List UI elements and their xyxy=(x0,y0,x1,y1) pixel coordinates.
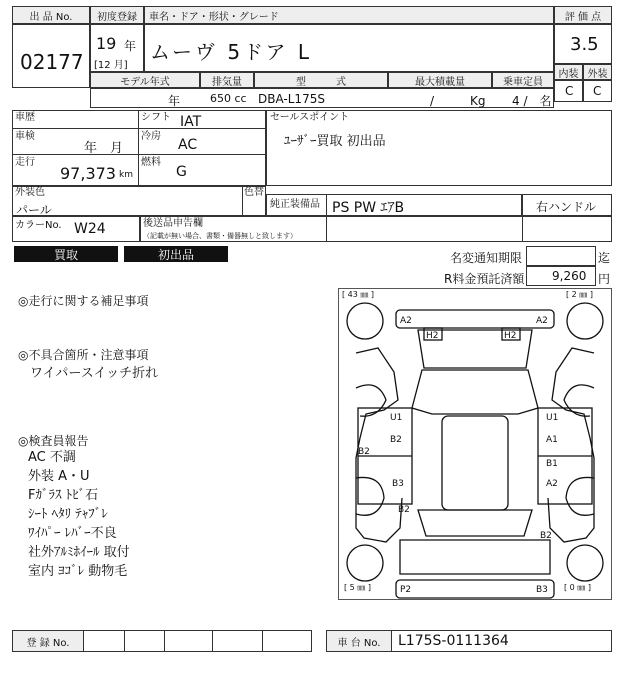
details-divider xyxy=(138,110,139,186)
lot-no: 02177 xyxy=(20,50,84,74)
inspector-line: ｼｰﾄ ﾍﾀﾘ ﾃｬﾌﾞﾚ xyxy=(28,507,108,522)
name-change-label: 名変通知期限 xyxy=(450,251,523,265)
supplement-title: ◎走行に関する補足事項 xyxy=(18,294,149,308)
inspection-value: 年 月 xyxy=(84,141,124,156)
model-type-header: 型 式 xyxy=(254,72,388,88)
reg-no-label: 登 録 No. xyxy=(12,630,84,652)
reg-cell-1 xyxy=(124,630,125,652)
rear-bumper-shape xyxy=(396,580,554,598)
ext-color: パール xyxy=(16,203,52,217)
tread-front-left: [ 43 ㎜ ] xyxy=(342,290,375,299)
reg-cell-3 xyxy=(212,630,213,652)
reg-year: 19 xyxy=(96,34,117,53)
inspector-line: ﾜｲﾊﾟｰ ﾚﾊﾞｰ不良 xyxy=(28,526,117,541)
reg-month: [12 月] xyxy=(94,60,128,71)
sales-point: ﾕｰｻﾞｰ買取 初出品 xyxy=(284,134,386,149)
damage-rear-bumper-left: P2 xyxy=(400,585,412,595)
max-load: / Kg xyxy=(430,94,486,108)
lot-no-header: 出 品 No. xyxy=(12,6,90,24)
displacement-header: 排気量 xyxy=(200,72,254,88)
right-side-panel xyxy=(548,348,594,542)
mileage-label: 走行 xyxy=(15,157,35,168)
roof-shape xyxy=(442,416,508,510)
damage-right-rear-door: B1 xyxy=(546,459,558,469)
rear-right-wheel xyxy=(567,545,603,581)
mileage: 97,373 xyxy=(60,164,116,183)
fuel-label: 燃料 xyxy=(141,157,161,168)
left-front-wheel-arch xyxy=(356,385,386,416)
ac: AC xyxy=(178,137,198,153)
damage-left-front-door-2: B2 xyxy=(390,435,402,445)
inspector-line: 外装 A・U xyxy=(28,469,90,484)
reg-year-unit: 年 xyxy=(124,39,137,53)
tread-rear-left: [ 5 ㎜ ] xyxy=(344,583,371,592)
capacity-header: 乗車定員 xyxy=(492,72,554,88)
model-type: DBA-L175S xyxy=(258,92,325,106)
damage-front-bumper-right: A2 xyxy=(536,316,548,326)
recycle-amount: 9,260 xyxy=(552,269,587,283)
score-header: 評 価 点 xyxy=(554,6,612,24)
defects-title: ◎不具合箇所・注意事項 xyxy=(18,348,149,362)
windshield-shape xyxy=(412,370,538,414)
ac-label: 冷房 xyxy=(141,131,161,142)
model-year-header: モデル年式 xyxy=(90,72,200,88)
recycle-label: R料金預託済額 xyxy=(444,272,525,286)
details-row-line-2 xyxy=(12,154,266,155)
reg-cell-2 xyxy=(164,630,165,652)
name-change-unit: 迄 xyxy=(598,251,611,265)
inspector-line: AC 不調 xyxy=(28,450,76,465)
damage-left-front-door: U1 xyxy=(390,413,403,423)
damage-right-front-door-2: A1 xyxy=(546,435,558,445)
car-name-header: 車名・ドア・形状・グレード xyxy=(144,6,554,24)
left-side-panel xyxy=(356,348,402,542)
damage-left-rear-door: B3 xyxy=(392,479,404,489)
displacement: 650 cc xyxy=(210,92,247,105)
recycle-unit: 円 xyxy=(598,272,611,286)
inspection-label: 車検 xyxy=(15,131,35,142)
exterior-header: 外装 xyxy=(583,64,612,80)
chassis-no: L175S-0111364 xyxy=(398,633,509,649)
mileage-unit: km xyxy=(119,170,133,180)
equipment: PS PW ｴｱB xyxy=(332,200,405,216)
aftermarket-divider xyxy=(326,216,327,242)
inspector-line: 社外ｱﾙﾐﾎｲｰﾙ 取付 xyxy=(28,545,130,560)
car-name: ムーヴ 5ドア L xyxy=(150,40,312,64)
repaint-divider xyxy=(242,186,243,216)
interior-grade: C xyxy=(565,84,574,98)
ext-color-label: 外装色 xyxy=(15,187,45,198)
color-no: W24 xyxy=(74,221,106,237)
purchase-badge: 買取 xyxy=(14,246,118,262)
front-bumper-shape xyxy=(396,310,554,328)
aftermarket-label: 後送品申告欄 xyxy=(143,218,203,229)
damage-right-rear-quarter: B2 xyxy=(540,531,552,541)
inspector-title: ◎検査員報告 xyxy=(18,434,89,448)
capacity: 4 / 名 xyxy=(512,94,552,108)
inspector-line: Fｶﾞﾗｽ ﾄﾋﾞ石 xyxy=(28,488,99,503)
damage-left-fender: B2 xyxy=(358,447,370,457)
reg-cell-4 xyxy=(262,630,263,652)
fuel: G xyxy=(176,164,187,180)
score: 3.5 xyxy=(570,34,599,55)
front-left-wheel xyxy=(347,303,383,339)
aftermarket-note: （記載が無い場合、書類・備器無しと致します） xyxy=(143,232,297,240)
front-right-wheel xyxy=(567,303,603,339)
chassis-label: 車 台 No. xyxy=(326,630,392,652)
name-change-box xyxy=(526,246,596,266)
rear-glass-shape xyxy=(418,510,532,536)
equipment-divider xyxy=(326,194,327,216)
right-front-wheel-arch xyxy=(564,385,594,416)
repaint-label: 色替 xyxy=(244,187,264,198)
aftermarket-divider-2 xyxy=(522,216,523,242)
first-listing-badge: 初出品 xyxy=(124,246,228,262)
damage-right-front-door: U1 xyxy=(546,413,559,423)
interior-header: 内装 xyxy=(554,64,583,80)
first-reg-header: 初度登録 xyxy=(90,6,144,24)
tread-front-right: [ 2 ㎜ ] xyxy=(566,290,593,299)
exterior-grade: C xyxy=(593,84,602,98)
damage-right-rear-door-2: A2 xyxy=(546,479,558,489)
car-damage-diagram xyxy=(338,288,612,600)
damage-left-rear-quarter: B2 xyxy=(398,505,410,515)
shift-label: シフト xyxy=(141,112,171,123)
tread-rear-right: [ 0 ㎜ ] xyxy=(564,583,591,592)
model-year-unit: 年 xyxy=(168,94,181,108)
details-row-line-1 xyxy=(12,128,266,129)
max-load-header: 最大積載量 xyxy=(388,72,492,88)
right-rear-wheel-arch xyxy=(566,477,594,515)
defect-line: ワイパースイッチ折れ xyxy=(30,366,159,381)
inspector-line: 室内 ﾖｺﾞﾚ 動物毛 xyxy=(28,564,128,579)
rear-left-wheel xyxy=(347,545,383,581)
equipment-label: 純正装備品 xyxy=(270,199,320,210)
color-no-label: カラーNo. xyxy=(15,220,62,231)
damage-hood-left: H2 xyxy=(426,331,439,341)
damage-hood-right: H2 xyxy=(504,331,517,341)
sales-point-label: セールスポイント xyxy=(270,112,350,123)
details-left-box xyxy=(12,110,266,186)
damage-rear-bumper-right: B3 xyxy=(536,585,548,595)
steering: 右ハンドル xyxy=(536,200,597,214)
shift: IAT xyxy=(180,114,202,130)
damage-front-bumper-left: A2 xyxy=(400,316,412,326)
tailgate-shape xyxy=(400,540,550,574)
history-label: 車歴 xyxy=(15,112,35,123)
left-rear-wheel-arch xyxy=(356,477,384,515)
